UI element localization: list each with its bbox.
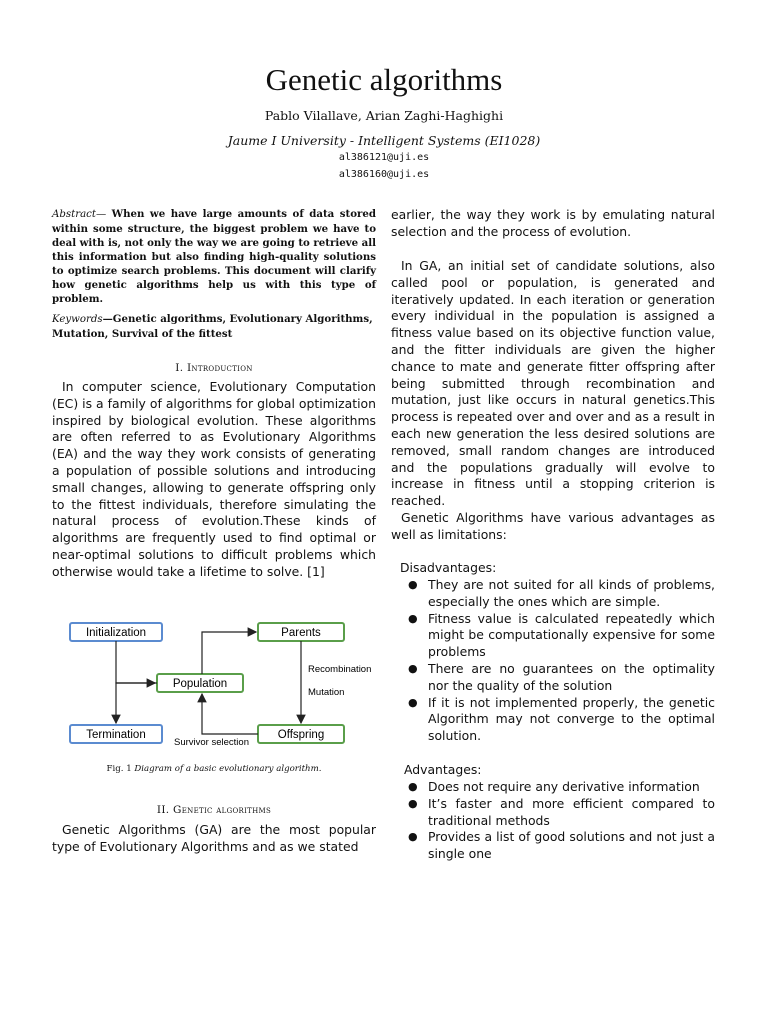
figure-caption-label: Fig. 1 [106, 764, 132, 774]
arrow-offspring-to-population [202, 694, 258, 734]
right-paragraph-3: Genetic Algorithms have various advantages as well as limitations: [391, 510, 715, 542]
advantages-label: Advantages: [404, 762, 482, 777]
ga-paragraph: Genetic Algorithms (GA) are the most popular type of Evolutionary Algorithms and as we stated [52, 822, 376, 854]
list-item: ● It’s faster and more efficient compared to traditional methods [408, 795, 715, 828]
evolutionary-algorithm-diagram [62, 614, 382, 754]
offspring-label: Offspring [277, 729, 325, 741]
figure-caption [52, 764, 376, 774]
parents-label: Parents [281, 627, 321, 639]
initialization-label: Initialization [85, 627, 147, 639]
list-item: ● Provides a list of good solutions and not just a single one [408, 829, 715, 862]
email-1[interactable]: al386121@uji.es [338, 152, 430, 163]
list-item: ● Fitness value is calculated repeatedly which might be computationally expensive for some problems [408, 610, 715, 660]
figure-caption-text: Diagram of a basic evolutionary algorithm. [134, 764, 322, 774]
arrow-population-to-parents [202, 632, 256, 674]
email-2[interactable]: al386160@uji.es [338, 169, 430, 180]
termination-label: Termination [86, 729, 146, 741]
authors: Pablo Vilallave, Arian Zaghi-Haghighi [264, 108, 504, 123]
affiliation: Jaume I University - Intelligent Systems (EI1028) [227, 133, 541, 148]
bullet-icon: ● [408, 611, 418, 625]
section-heading-genetic-algorithms: II. Genetic algorithms [156, 804, 272, 816]
right-paragraph-2: In GA, an initial set of candidate solutions, also called pool or population, is generated and iteratively updated. In each iteration or generation every individual in the population is assigned a fitness value based on its objective function value, and the fitter individuals are given the higher chance to mate and generate fitter offspring after being submitted through recombination and mutation, just like occurs in natural genetics.This process is repeated over and over and as a result in each new generation the less desired solutions are removed, small random changes are introduced and the populations gradually will evolve to increase in fitness until a stopping criterion is reached. [391, 258, 715, 509]
survivor-selection-label: Survivor selection [174, 737, 249, 748]
abstract [52, 207, 376, 306]
right-paragraph-1: earlier, the way they work is by emulating natural selection and the process of evolution. [391, 207, 715, 239]
list-item: ● There are no guarantees on the optimality nor the quality of the solution [408, 660, 715, 693]
abstract-text: When we have large amounts of data stored within some structure, the biggest problem we have to deal with is, not only the way we are going to retrieve all this information but also finding high-quality solutions to optimize search problems. This document will clarify how genetic algorithms help us with this type of problem. [52, 208, 376, 305]
section-heading-introduction: I. Introduction [175, 362, 253, 374]
bullet-icon: ● [408, 780, 418, 793]
population-label: Population [172, 678, 228, 690]
recombination-label: Recombination [308, 664, 372, 675]
paper-title: Genetic algorithms [265, 62, 503, 97]
disadvantages-label: Disadvantages: [400, 560, 497, 575]
mutation-label: Mutation [308, 687, 345, 698]
bullet-icon: ● [408, 661, 418, 675]
disadvantages-list [406, 577, 715, 745]
list-item: ● They are not suited for all kinds of problems, especially the ones which are simple. [408, 577, 715, 609]
keywords-label: Keywords [52, 314, 103, 325]
bullet-icon: ● [408, 695, 418, 709]
abstract-label: Abstract— [52, 209, 107, 220]
arrow-init-to-population [116, 641, 155, 683]
list-item: ● Does not require any derivative information [408, 779, 700, 794]
arrow-population-to-termination [116, 683, 157, 723]
list-item: ● If it is not implemented properly, the genetic Algorithm may not converge to the optimal solution. [408, 694, 715, 744]
bullet-icon: ● [408, 796, 418, 810]
intro-paragraph: In computer science, Evolutionary Computation (EC) is a family of algorithms for global optimization inspired by biological evolution. These algorithms are often referred to as Evolutionary Algorithms (EA) and the way they work consists of generating a population of possible solutions and introducing small changes, allowing to generate offspring only to the fittest individuals, therefore simulating the natural process of evolution.These kinds of algorithms are frequently used to find optimal or near-optimal solutions to difficult problems which otherwise would take a lifetime to solve. [1] [52, 379, 376, 579]
keywords [52, 312, 376, 341]
bullet-icon: ● [408, 830, 418, 844]
bullet-icon: ● [408, 578, 418, 591]
keywords-text: —Genetic algorithms, Evolutionary Algorithms, Mutation, Survival of the fittest [52, 313, 373, 340]
advantages-list [406, 779, 715, 863]
